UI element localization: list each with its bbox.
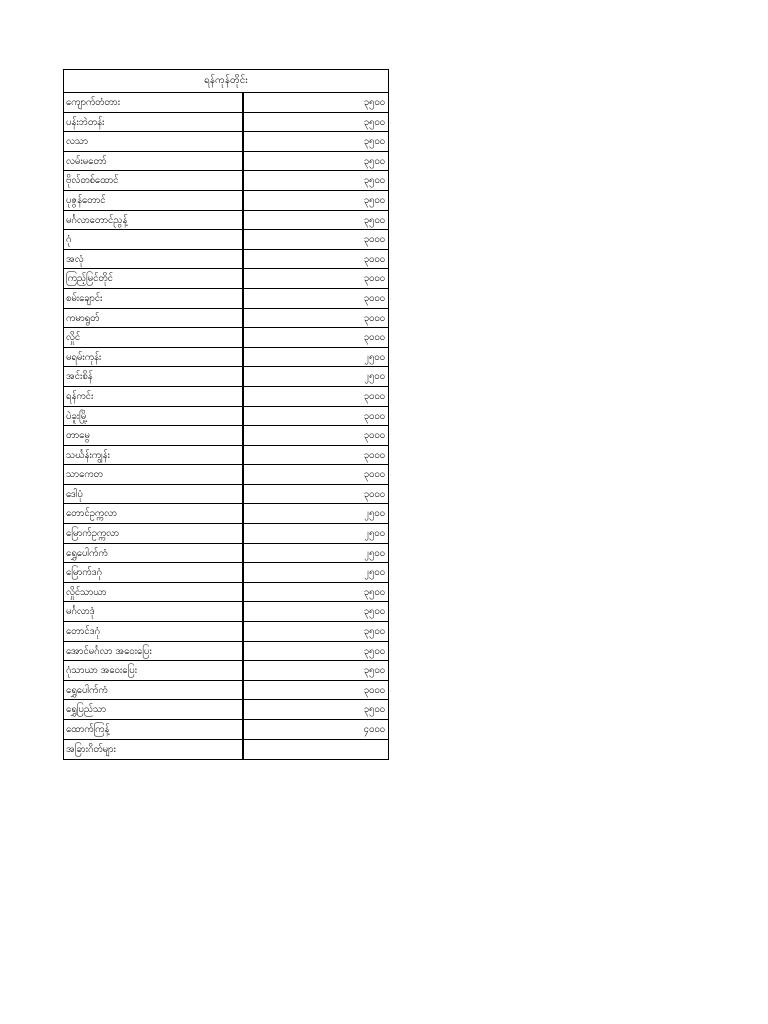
price-value: ၃၀၀၀ (363, 684, 385, 696)
township-name: သာကေတ (64, 465, 244, 484)
table-row (64, 720, 388, 740)
price-value: ၃၀၀၀ (363, 234, 385, 246)
township-name: လသာ (64, 132, 244, 151)
table-row (64, 681, 388, 701)
price-value: ၃၀၀၀ (363, 430, 385, 442)
township-name: ကျောက်တံတား (64, 93, 244, 112)
price-value: ၃၀၀၀ (363, 410, 385, 422)
table-row (64, 642, 388, 662)
price-value: ၃၀၀၀ (363, 253, 385, 265)
table-row (64, 113, 388, 133)
township-name: မရမ်းကုန်း (64, 348, 244, 367)
price-value: ၂၅၀၀ (364, 508, 385, 520)
table-row (64, 132, 388, 152)
township-name: မင်္ဂလာတောင်ညွန့် (64, 211, 244, 230)
township-name: ရွှေပေါက်ကံ (64, 681, 244, 700)
price-value: ၃၅၀၀ (363, 606, 385, 618)
township-name: ကမာရွတ် (64, 309, 244, 328)
price-value: ၃၅၀၀ (363, 665, 385, 677)
price-value: ၃၅၀၀ (363, 136, 385, 148)
township-name: ဗိုလ်တစ်ထောင် (64, 171, 244, 190)
price-value: ၃၅၀၀ (363, 97, 385, 108)
price-table (63, 69, 389, 760)
township-name: မြောက်ဥက္ကလာ (64, 524, 244, 543)
table-row (64, 544, 388, 564)
township-name: တောင်ဥက္ကလာ (64, 504, 244, 523)
price-value: ၃၅၀၀ (363, 626, 385, 638)
table-row (64, 563, 388, 583)
table-row (64, 426, 388, 446)
township-name: လှိုင် (64, 328, 244, 347)
table-title: ရန်ကုန်တိုင်း (64, 70, 388, 93)
township-name: တာမွေ (64, 426, 244, 445)
table-row (64, 367, 388, 387)
township-name: လှိုင်သာယာ (64, 583, 244, 602)
township-name: ဂုံ (64, 230, 244, 249)
price-value: ၄၀၀၀ (363, 724, 385, 735)
price-value: ၂၅၀၀ (364, 567, 385, 579)
price-value: ၂၅၀၀ (364, 547, 385, 559)
table-row (64, 348, 388, 368)
price-value: ၃၅၀၀ (363, 175, 385, 187)
price-value: ၃၅၀၀ (363, 586, 385, 598)
price-value: ၃၀၀၀ (363, 390, 385, 402)
price-value: ၃၅၀၀ (363, 116, 385, 128)
township-name: မြောက်ဒဂုံ (64, 563, 244, 582)
table-row (64, 230, 388, 250)
price-value: ၂၅၀၀ (364, 528, 385, 540)
table-row (64, 152, 388, 172)
township-name: ပဲခူးမြို့ (64, 407, 244, 426)
table-row (64, 93, 388, 113)
township-name: ပန်းဘဲတန်း (64, 113, 244, 132)
price-value: ၃၅၀၀ (363, 194, 385, 206)
price-value: ၃၀၀၀ (363, 469, 385, 481)
township-name: ရွှေပေါက်ကံ (64, 544, 244, 563)
township-name: ထောက်ကြန့် (64, 720, 244, 739)
table-row (64, 171, 388, 191)
price-value: ၃၅၀၀ (363, 214, 385, 226)
price-value: ၂၅၀၀ (364, 371, 385, 383)
price-value: ၃၅၀၀ (363, 155, 385, 167)
township-name: စမ်းချောင်း (64, 289, 244, 308)
table-row (64, 465, 388, 485)
township-name: အလုံ (64, 250, 244, 269)
table-row (64, 191, 388, 211)
township-name: ရွှေပြည်သာ (64, 700, 244, 719)
township-name: အခြားဂိတ်များ (64, 740, 244, 760)
township-name: ပုဇွန်တောင် (64, 191, 244, 210)
township-name: သင်္ဃန်းကျွန်း (64, 446, 244, 465)
table-row (64, 289, 388, 309)
price-value: ၃၅၀၀ (363, 645, 385, 657)
table-body (64, 93, 388, 759)
price-value: ၃၅၀၀ (363, 704, 385, 716)
price-value: ၃၀၀၀ (363, 312, 385, 324)
table-row (64, 309, 388, 329)
township-name: ရန်ကင်း (64, 387, 244, 406)
table-row (64, 661, 388, 681)
township-name: ကြည့်မြင်တိုင် (64, 269, 244, 288)
price-value: ၃၀၀၀ (363, 488, 385, 500)
table-row (64, 740, 388, 760)
table-row (64, 700, 388, 720)
township-name: တောင်ဒဂုံ (64, 622, 244, 641)
township-name: ဒေါပုံ (64, 485, 244, 504)
price-value (244, 740, 388, 760)
table-row (64, 504, 388, 524)
table-row (64, 250, 388, 270)
price-value: ၃၀၀၀ (363, 449, 385, 461)
price-value: ၂၅၀၀ (364, 351, 385, 363)
table-row (64, 446, 388, 466)
price-value: ၃၀၀၀ (363, 273, 385, 285)
table-row (64, 407, 388, 427)
township-name: ဂုံသာယာ အဝေးပြေး (64, 661, 244, 680)
table-row (64, 269, 388, 289)
price-value: ၃၀၀၀ (363, 292, 385, 304)
township-name: မင်္ဂလာဒုံ (64, 602, 244, 621)
table-row (64, 211, 388, 231)
table-row (64, 328, 388, 348)
price-value: ၃၀၀၀ (363, 332, 385, 344)
township-name: လမ်းမတော် (64, 152, 244, 171)
table-row (64, 602, 388, 622)
table-row (64, 387, 388, 407)
township-name: အောင်မင်္ဂလာ အဝေးပြေး (64, 642, 244, 661)
township-name: အင်းစိန် (64, 367, 244, 386)
table-row (64, 485, 388, 505)
table-row (64, 524, 388, 544)
table-row (64, 622, 388, 642)
table-row (64, 583, 388, 603)
